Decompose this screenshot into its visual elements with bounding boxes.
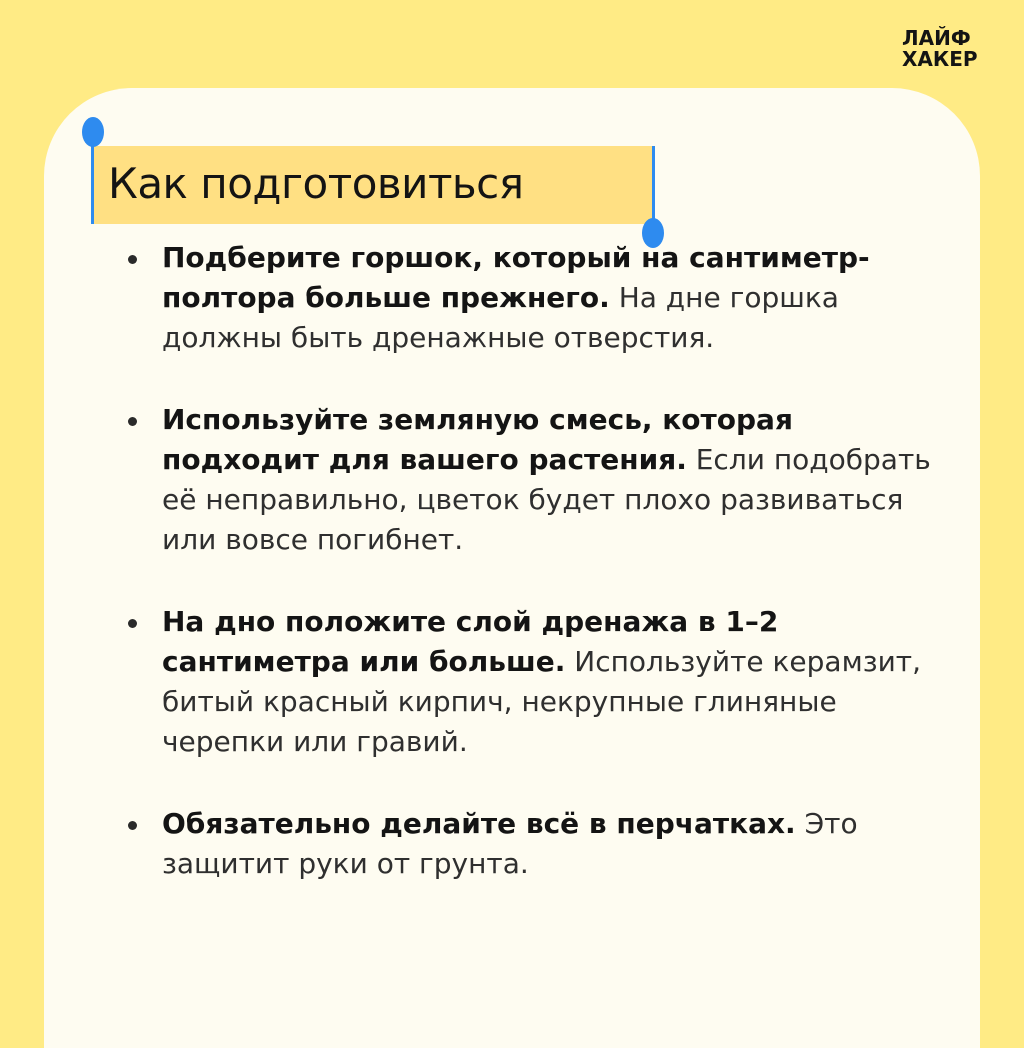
- tips-list: [120, 238, 950, 926]
- item-text: Это защитит руки от грунта.: [162, 807, 858, 880]
- selection-start-handle-icon[interactable]: [82, 117, 104, 147]
- item-text: Используйте керамзит, битый красный кирпич, некрупные глиняные черепки или гравий.: [162, 645, 922, 758]
- list-item: [120, 602, 950, 762]
- logo-line-1: ЛАЙФ: [902, 26, 971, 50]
- page-title: Как подготовиться: [108, 159, 524, 208]
- list-item: [120, 400, 950, 560]
- item-bold-text: На дно положите слой дренажа в 1–2 сантиметра или больше.: [162, 605, 779, 678]
- brand-logo: [902, 28, 982, 70]
- item-text: На дне горшка должны быть дренажные отверстия.: [162, 281, 839, 354]
- item-bold-text: Используйте земляную смесь, которая подходит для вашего растения.: [162, 403, 793, 476]
- item-bold-text: Подберите горшок, который на сантиметр-полтора больше прежнего.: [162, 241, 870, 314]
- item-bold-text: Обязательно делайте всё в перчатках.: [162, 807, 796, 840]
- item-text: Если подобрать её неправильно, цветок будет плохо развиваться или вовсе погибнет.: [162, 443, 931, 556]
- list-item: [120, 804, 950, 884]
- title-selection[interactable]: [92, 146, 654, 224]
- list-item: [120, 238, 950, 358]
- logo-line-2: ХАКЕР: [902, 47, 978, 71]
- selection-start-line: [91, 134, 94, 224]
